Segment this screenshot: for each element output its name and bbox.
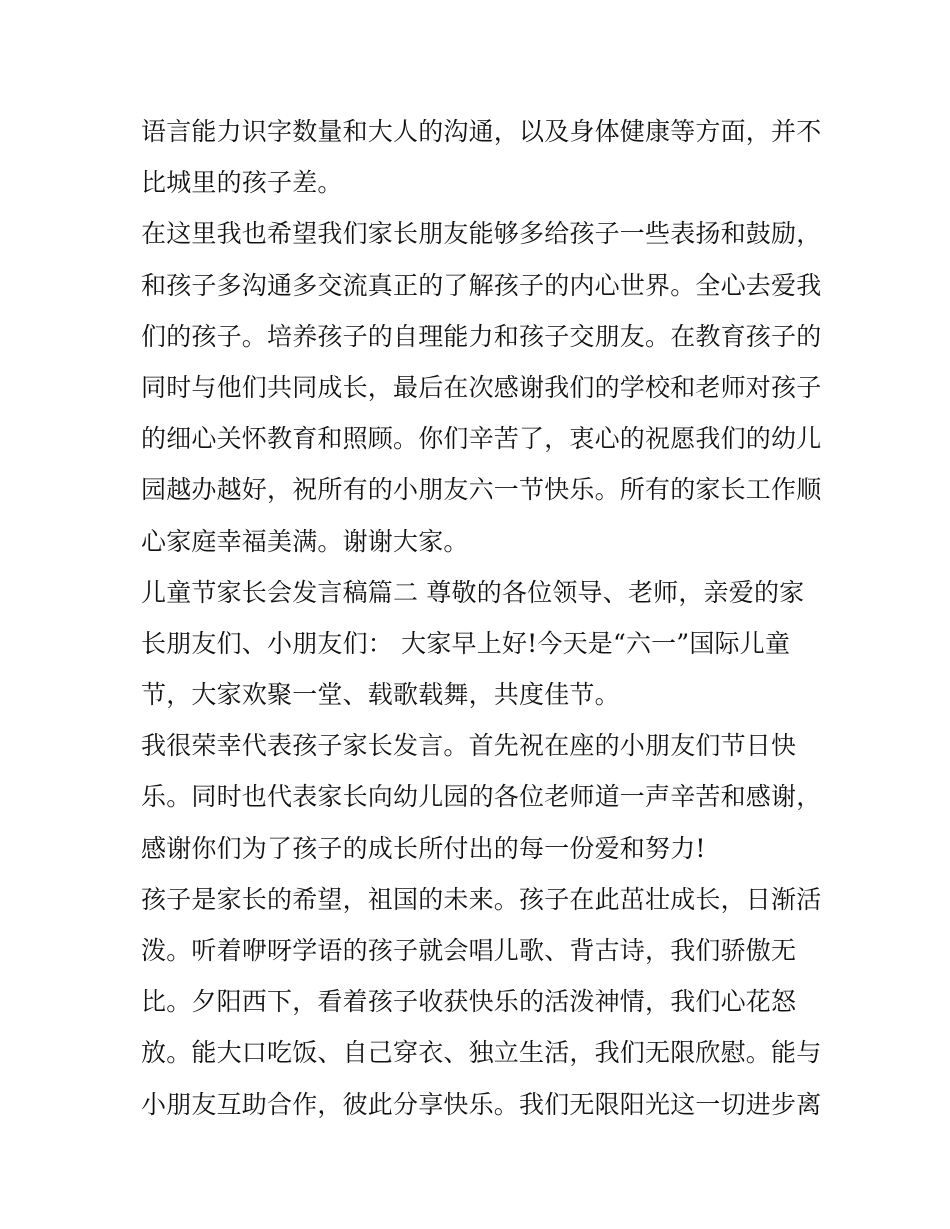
text-line: 和孩子多沟通多交流真正的了解孩子的内心世界。全心去爱我 bbox=[141, 270, 822, 300]
text-line: 小朋友互助合作，彼此分享快乐。我们无限阳光这一切进步离 bbox=[141, 1089, 822, 1119]
document-body bbox=[141, 106, 821, 1130]
text-line: 儿童节家长会发言稿篇二 尊敬的各位领导、老师，亲爱的家 bbox=[141, 577, 805, 607]
text-line: 比城里的孩子差。 bbox=[141, 168, 343, 198]
text-line: 孩子是家长的希望，祖国的未来。孩子在此茁壮成长，日渐活 bbox=[141, 884, 822, 914]
text-line: 园越办越好，祝所有的小朋友六一节快乐。所有的家长工作顺 bbox=[141, 475, 822, 505]
text-line: 放。能大口吃饭、自己穿衣、独立生活，我们无限欣慰。能与 bbox=[141, 1038, 822, 1068]
text-line: 节，大家欢聚一堂、载歌载舞，共度佳节。 bbox=[141, 680, 620, 710]
text-line: 我很荣幸代表孩子家长发言。首先祝在座的小朋友们节日快 bbox=[141, 731, 797, 761]
text-line: 乐。同时也代表家长向幼儿园的各位老师道一声辛苦和感谢， bbox=[141, 782, 822, 812]
text-line: 同时与他们共同成长，最后在次感谢我们的学校和老师对孩子 bbox=[141, 372, 822, 402]
text-line: 比。夕阳西下，看着孩子收获快乐的活泼神情，我们心花怒 bbox=[141, 987, 797, 1017]
text-line: 心家庭幸福美满。谢谢大家。 bbox=[141, 526, 469, 556]
text-line: 泼。听着咿呀学语的孩子就会唱儿歌、背古诗，我们骄傲无 bbox=[141, 936, 797, 965]
text-line: 们的孩子。培养孩子的自理能力和孩子交朋友。在教育孩子的 bbox=[141, 321, 822, 351]
text-line: 的细心关怀教育和照顾。你们辛苦了，衷心的祝愿我们的幼儿 bbox=[141, 424, 822, 454]
text-line: 感谢你们为了孩子的成长所付出的每一份爱和努力! bbox=[141, 833, 706, 863]
text-line: 在这里我也希望我们家长朋友能够多给孩子一些表扬和鼓励， bbox=[141, 219, 822, 249]
text-line: 语言能力识字数量和大人的沟通，以及身体健康等方面，并不 bbox=[141, 117, 822, 146]
text-line: 长朋友们、小朋友们： 大家早上好!今天是“六一”国际儿童 bbox=[141, 628, 791, 658]
